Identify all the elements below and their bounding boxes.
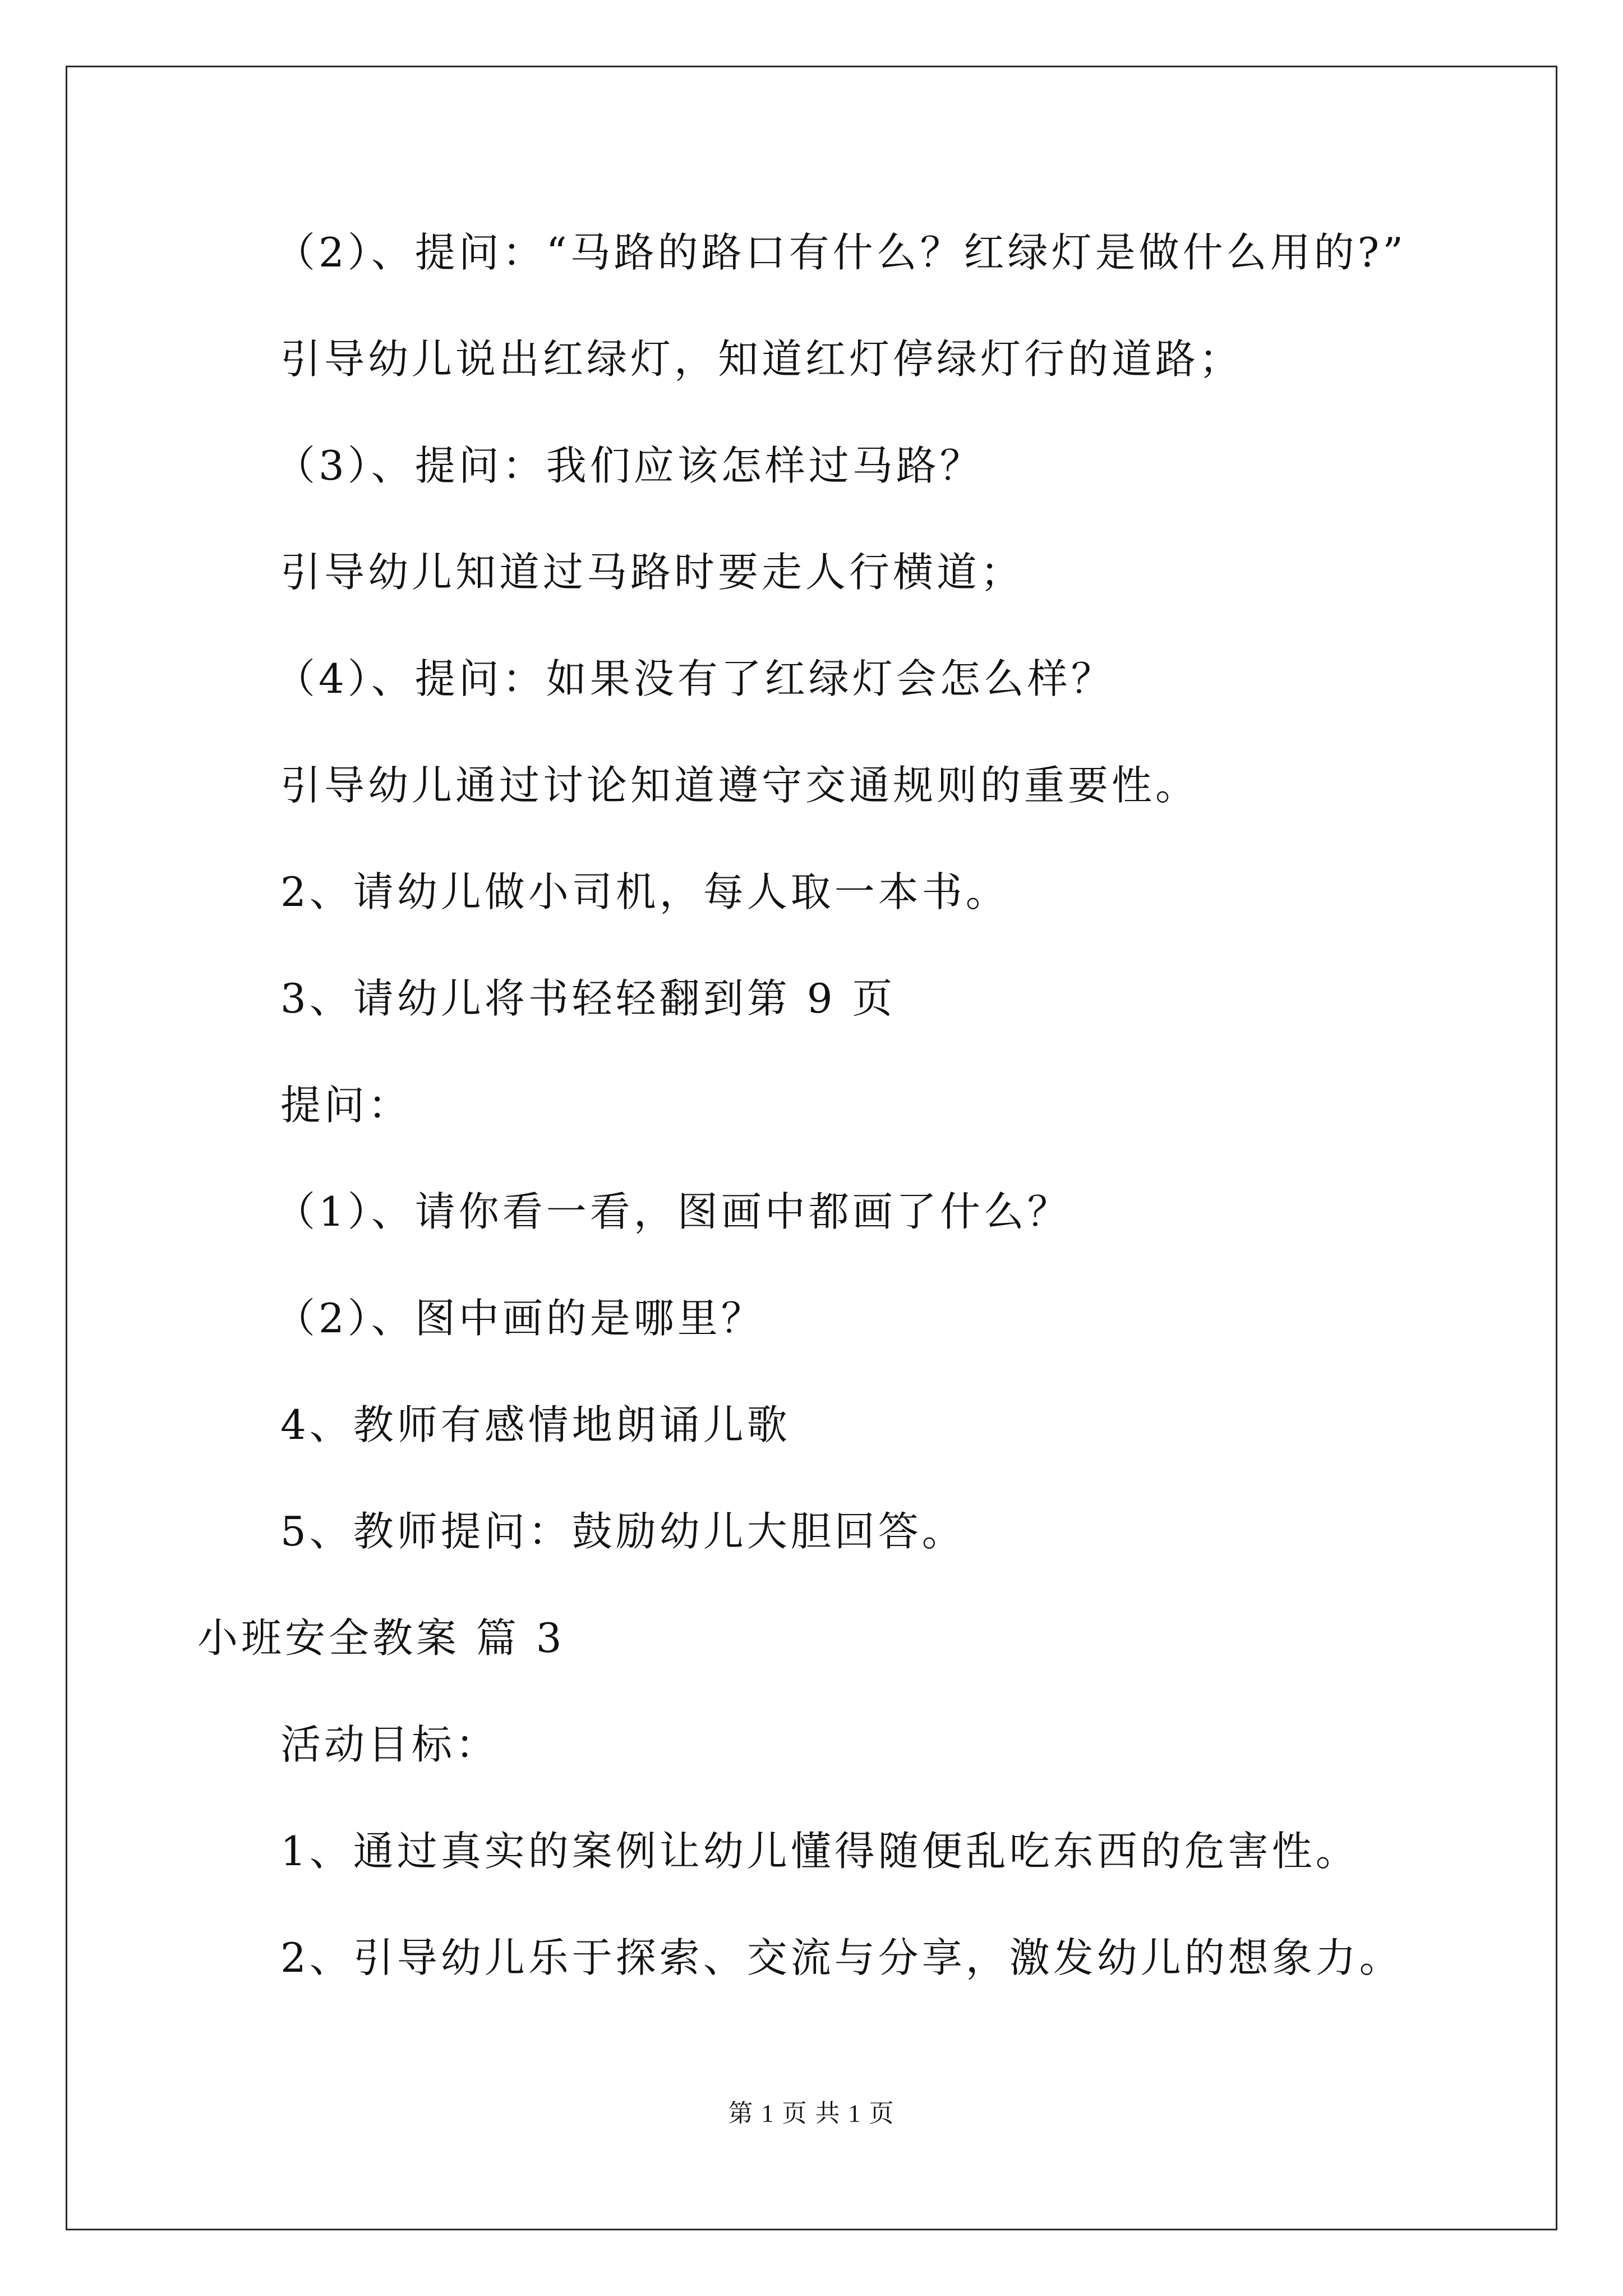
paragraph-line: 3、请幼儿将书轻轻翻到第 9 页 [280,975,896,1022]
paragraph-line: 活动目标： [280,1721,500,1768]
section-heading: 小班安全教案 篇 3 [197,1614,565,1662]
page-footer: 第 1 页 共 1 页 [728,2100,895,2127]
paragraph-line: 2、请幼儿做小司机，每人取一本书。 [280,868,1009,915]
paragraph-line: （2）、图中画的是哪里？ [275,1295,765,1342]
paragraph-line: 引导幼儿知道过马路时要走人行横道； [280,549,1025,596]
paragraph-line: 5、教师提问：鼓励幼儿大胆回答。 [280,1508,966,1555]
paragraph-line: 4、教师有感情地朗诵儿歌 [280,1401,791,1448]
paragraph-line: （3）、提问：我们应该怎样过马路？ [275,442,984,489]
paragraph-line: 引导幼儿通过讨论知道遵守交通规则的重要性。 [280,762,1200,809]
paragraph-line: （4）、提问：如果没有了红绿灯会怎么样？ [275,655,1115,702]
paragraph-line: 提问： [280,1082,412,1129]
paragraph-line: （1）、请你看一看，图画中都画了什么？ [275,1188,1071,1235]
paragraph-line: 2、引导幼儿乐于探索、交流与分享，激发幼儿的想象力。 [280,1934,1403,1981]
paragraph-line: 引导幼儿说出红绿灯，知道红灯停绿灯行的道路； [280,335,1243,383]
page-border [66,66,1557,2230]
paragraph-line: 1、通过真实的案例让幼儿懂得随便乱吃东西的危害性。 [280,1828,1359,1875]
paragraph-line: （2）、提问：“马路的路口有什么？红绿灯是做什么用的?” [275,229,1407,276]
